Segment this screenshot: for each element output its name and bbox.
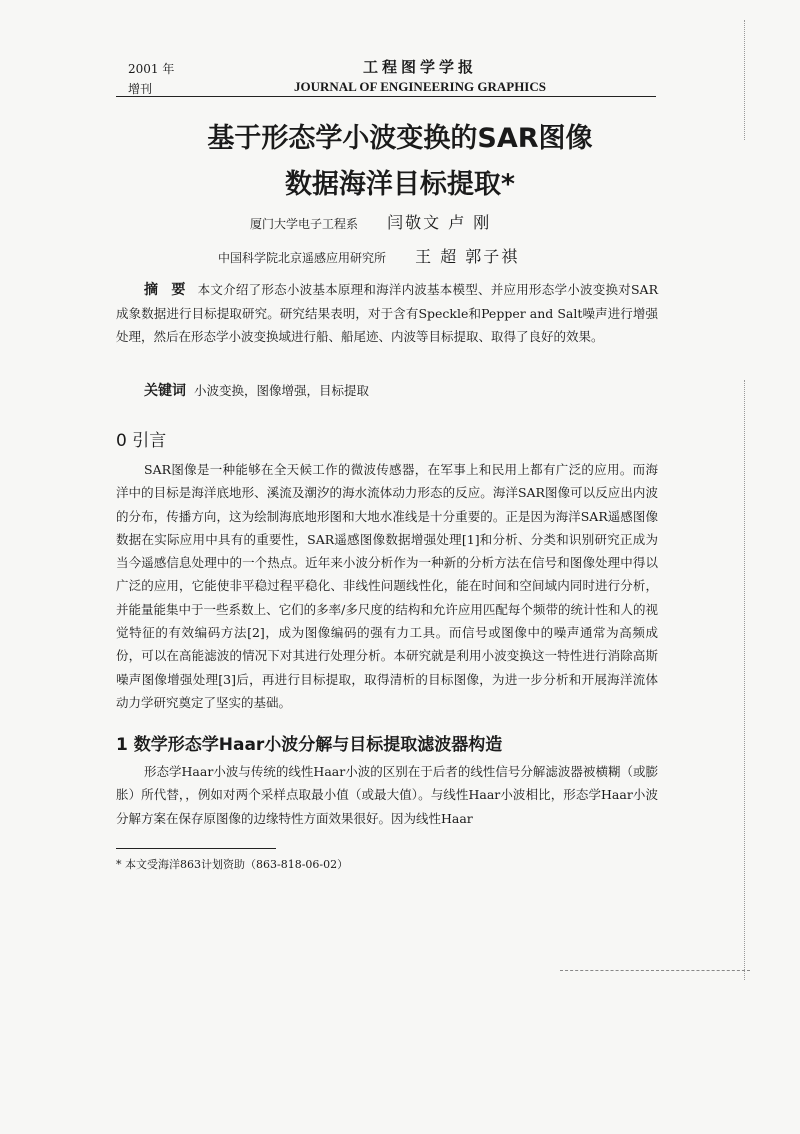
abstract-label: 摘 要	[144, 282, 190, 298]
affiliation: 中国科学院北京遥感应用研究所	[218, 251, 387, 265]
paper-title-line2: 数据海洋目标提取*	[284, 169, 516, 200]
paper-title-line1: 基于形态学小波变换的SAR图像	[207, 123, 593, 154]
footnote-rule	[116, 848, 276, 849]
author-block-2	[218, 244, 519, 267]
header-rule	[116, 96, 656, 97]
section-heading-1: 1 数学形态学Haar小波分解与目标提取滤波器构造	[116, 735, 503, 755]
author-block-1	[250, 210, 491, 233]
section-body-intro: SAR图像是一种能够在全天候工作的微波传感器，在军事上和民用上都有广泛的应用。而海洋中的目标是海洋底地形、溪流及潮汐的海水流体动力形态的反应。海洋SAR图像可以反应出内波的分布，传播方向，这为绘制海底地形图和大地水准线是十分重要的。正是因为海洋SAR遥感图像数据在实际应用中具有的重要性，SAR遥感图像数据增强处理[1]和分析、分类和识别研究正成为当今遥感信息处理中的一个热点。近年来小波分析作为一种新的分析方法在信号和图像处理中得以广泛的应用，它能使非平稳过程平稳化、非线性问题线性化，能在时间和空间域内同时进行分析，并能量能集中于一些系数上、它们的多率/多尺度的结构和允许应用匹配每个频带的统计性和人的视觉特征的有效编码方法[2]，成为图像编码的强有力工具。而信号或图像中的噪声通常为高频成份，可以在高能滤波的情况下对其进行处理分析。本研究就是利用小波变换这一特性进行消除高斯噪声图像增强处理[3]后，再进行目标提取，取得清析的目标图像，为进一步分析和开展海洋流体动力学研究奠定了坚实的基础。	[116, 462, 658, 710]
section-body-1: 形态学Haar小波与传统的线性Haar小波的区别在于后者的线性信号分解滤波器被横糊（或膨胀）所代替，，例如对两个采样点取最小值（或最大值）。与线性Haar小波相比，形态学Haar小波分解方案在保存原图像的边缘特性方面效果很好。因为线性Haar	[116, 764, 658, 826]
abstract-text: 本文介绍了形态小波基本原理和海洋内波基本模型、并应用形态学小波变换对SAR成象数据进行目标提取研究。研究结果表明，对于含有Speckle和Pepper and Salt噪声进行增强处理，然后在形态学小波变换域进行船、船尾迹、内波等目标提取、取得了良好的效果。	[116, 282, 658, 344]
journal-title-cn: 工程图学学报	[362, 58, 477, 76]
abstract	[116, 278, 658, 348]
scan-edge-mark	[744, 380, 765, 980]
footnote: * 本文受海洋863计划资助（863-818-06-02）	[116, 858, 349, 871]
journal-title-en: JOURNAL OF ENGINEERING GRAPHICS	[294, 79, 546, 94]
scan-artifact-line	[560, 970, 750, 971]
author-names: 闫敬文 卢 刚	[387, 213, 492, 232]
journal-issue: 增刊	[128, 82, 153, 96]
affiliation: 厦门大学电子工程系	[250, 217, 359, 231]
keywords-text: 小波变换，图像增强，目标提取	[194, 383, 370, 398]
journal-year: 2001 年	[128, 62, 175, 76]
keywords-label: 关键词	[144, 383, 186, 399]
scan-edge-mark	[744, 20, 765, 140]
section-heading-intro: 0 引言	[116, 431, 167, 451]
keywords	[144, 380, 369, 400]
author-names: 王 超 郭子祺	[415, 247, 520, 266]
